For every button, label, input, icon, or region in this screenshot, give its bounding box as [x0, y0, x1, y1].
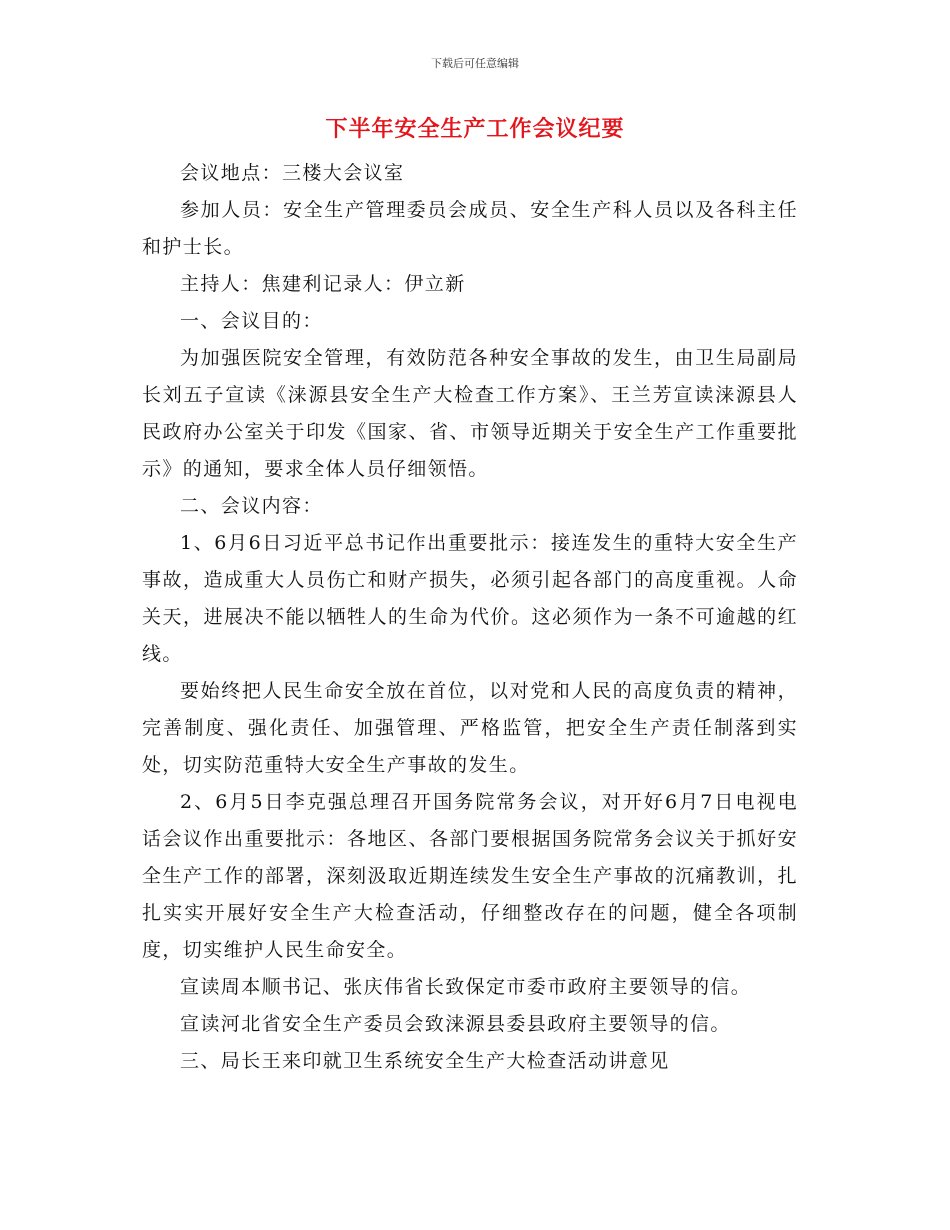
header-note: 下载后可任意编辑 [431, 57, 519, 70]
paragraph-letter-2: 宣读河北省安全生产委员会致涞源县委县政府主要领导的信。 [180, 1013, 731, 1035]
document-body [142, 155, 798, 1080]
section-heading-purpose: 一、会议目的： [180, 310, 323, 332]
paragraph-letter-1: 宣读周本顺书记、张庆伟省长致保定市委市政府主要领导的信。 [180, 976, 752, 998]
paragraph-host: 主持人：焦建利记录人：伊立新 [180, 273, 466, 295]
section-heading-director: 三、局长王来印就卫生系统安全生产大检查活动讲意见 [180, 1050, 670, 1072]
paragraph-content-1b: 要始终把人民生命安全放在首位，以对党和人民的高度负责的精神，完善制度、强化责任、加强管理、严格监管，把安全生产责任制落到实处，切实防范重特大安全生产事故的发生。 [142, 680, 798, 776]
paragraph-attendees: 参加人员：安全生产管理委员会成员、安全生产科人员以及各科主任和护士长。 [142, 199, 798, 258]
paragraph-content-2: 2、6月5日李克强总理召开国务院常务会议，对开好6月7日电视电话会议作出重要批示：各地区、各部门要根据国务院常务会议关于抓好安全生产工作的部署，深刻汲取近期连续发生安全生产事故的沉痛教训，扎扎实实开展好安全生产大检查活动，仔细整改存在的问题，健全各项制度，切实维护人民生命安全。 [142, 791, 798, 961]
paragraph-content-1: 1、6月6日习近平总书记作出重要批示：接连发生的重特大安全生产事故，造成重大人员伤亡和财产损失，必须引起各部门的高度重视。人命关天，进展决不能以牺牲人的生命为代价。这必须作为一条不可逾越的红线。 [142, 532, 798, 665]
section-heading-content: 二、会议内容： [180, 495, 323, 517]
document-title: 下半年安全生产工作会议纪要 [325, 117, 625, 142]
paragraph-purpose: 为加强医院安全管理，有效防范各种安全事故的发生，由卫生局副局长刘五子宣读《涞源县安全生产大检查工作方案》、王兰芳宣读涞源县人民政府办公室关于印发《国家、省、市领导近期关于安全生产工作重要批示》的通知，要求全体人员仔细领悟。 [142, 347, 798, 480]
paragraph-location: 会议地点：三楼大会议室 [180, 162, 405, 184]
